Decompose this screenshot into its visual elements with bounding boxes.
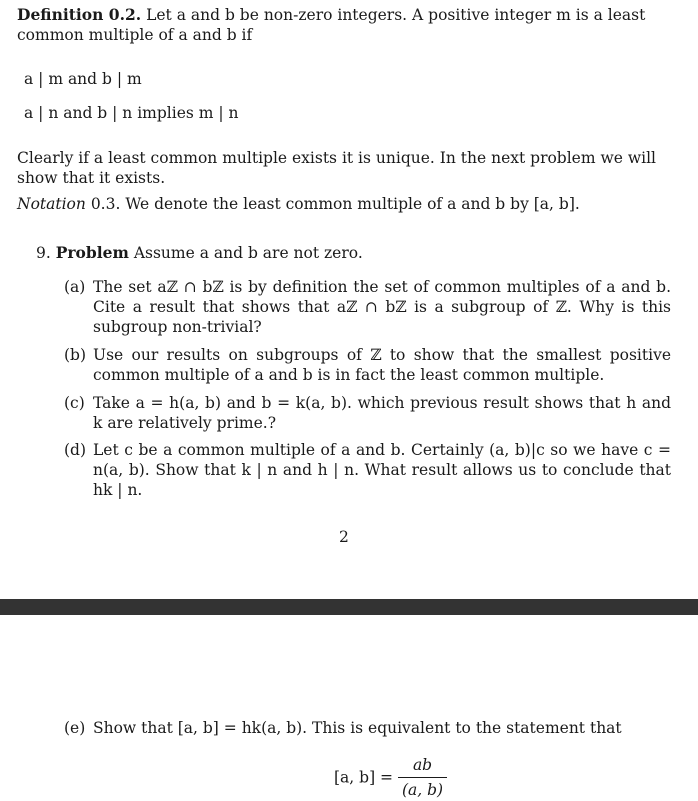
definition-label: Definition 0.2. xyxy=(17,5,142,24)
page-separator xyxy=(0,599,698,615)
notation-label: Notation xyxy=(17,195,86,213)
formula-fraction xyxy=(398,755,447,800)
problem-heading xyxy=(36,243,676,263)
item-a-text: The set aℤ ∩ bℤ is by definition the set of common multiples of a and b. Cite a result that shows that aℤ ∩ bℤ is a subgroup of ℤ. Why is this subgroup non-trivial? xyxy=(93,278,671,336)
page-number: 2 xyxy=(339,528,349,546)
formula-denominator: (a, b) xyxy=(401,781,444,799)
item-d-text: Let c be a common multiple of a and b. Certainly (a, b)|c so we have c = n(a, b). Show that k | n and h | n. What result allows us to conclude that hk | n. xyxy=(93,441,671,499)
item-e-text: Show that [a, b] = hk(a, b). This is equivalent to the statement that xyxy=(93,719,622,737)
document-page-bottom xyxy=(0,615,698,801)
item-e-label: (e) xyxy=(64,719,86,737)
problem-number: 9. xyxy=(36,244,51,262)
item-c-label: (c) xyxy=(64,394,85,412)
definition-paragraph xyxy=(17,5,671,45)
item-d-label: (d) xyxy=(64,441,87,459)
condition-two: a | n and b | n implies m | n xyxy=(24,104,239,122)
problem-title: Problem xyxy=(55,243,129,262)
item-b-label: (b) xyxy=(64,346,87,364)
item-b-text: Use our results on subgroups of ℤ to show that the smallest positive common multiple of a and b is in fact the least common multiple. xyxy=(93,346,671,384)
condition-one: a | m and b | m xyxy=(24,70,142,88)
lcm-formula xyxy=(334,755,447,800)
formula-numerator: ab xyxy=(398,755,447,778)
notation-text: 0.3. We denote the least common multiple of a and b by [a, b]. xyxy=(90,195,580,213)
definition-text: Let a and b be non-zero integers. A positive integer m is a least common multiple of a and b if xyxy=(17,6,646,44)
problem-intro: Assume a and b are not zero. xyxy=(133,244,363,262)
notation-paragraph xyxy=(17,194,671,214)
item-c-text: Take a = h(a, b) and b = k(a, b). which previous result shows that h and k are relatively prime.? xyxy=(93,394,671,432)
item-a-label: (a) xyxy=(64,278,86,296)
formula-lhs: [a, b] = xyxy=(334,768,394,787)
remark-paragraph: Clearly if a least common multiple exists it is unique. In the next problem we will show that it exists. xyxy=(17,149,656,187)
